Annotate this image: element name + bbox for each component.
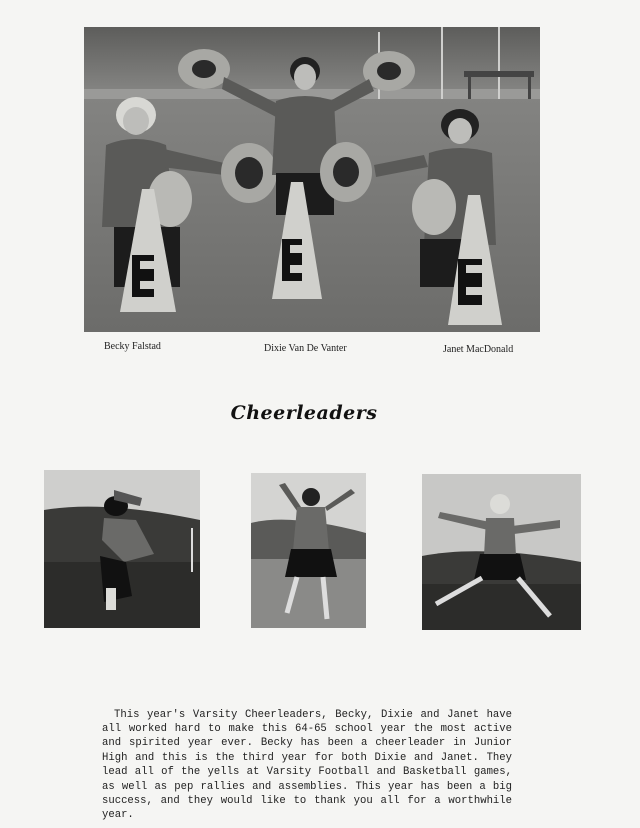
group-photo-cheerleaders	[84, 27, 540, 332]
photo-cheer-pose-center	[251, 473, 366, 628]
body-paragraph: This year's Varsity Cheerleaders, Becky, Dixie and Janet have all worked hard to make this 64-65 school year the most active and spirited year ever. Becky has been a cheerleader in Junior High and this is the third year for both Dixie and Janet. They lead all of the yells at Varsity Football and Basketball games, as well as pep rallies and assemblies. This year has been a big success, and they would like to thank you all for a worthwhile year.	[102, 708, 512, 822]
caption-janet: Janet MacDonald	[443, 344, 514, 355]
page-title: Cheerleaders	[230, 402, 378, 424]
caption-dixie: Dixie Van De Vanter	[264, 343, 347, 354]
photo-cheer-pose-left	[44, 470, 200, 628]
caption-becky: Becky Falstad	[104, 341, 161, 352]
photo-cheer-pose-right	[422, 474, 581, 630]
